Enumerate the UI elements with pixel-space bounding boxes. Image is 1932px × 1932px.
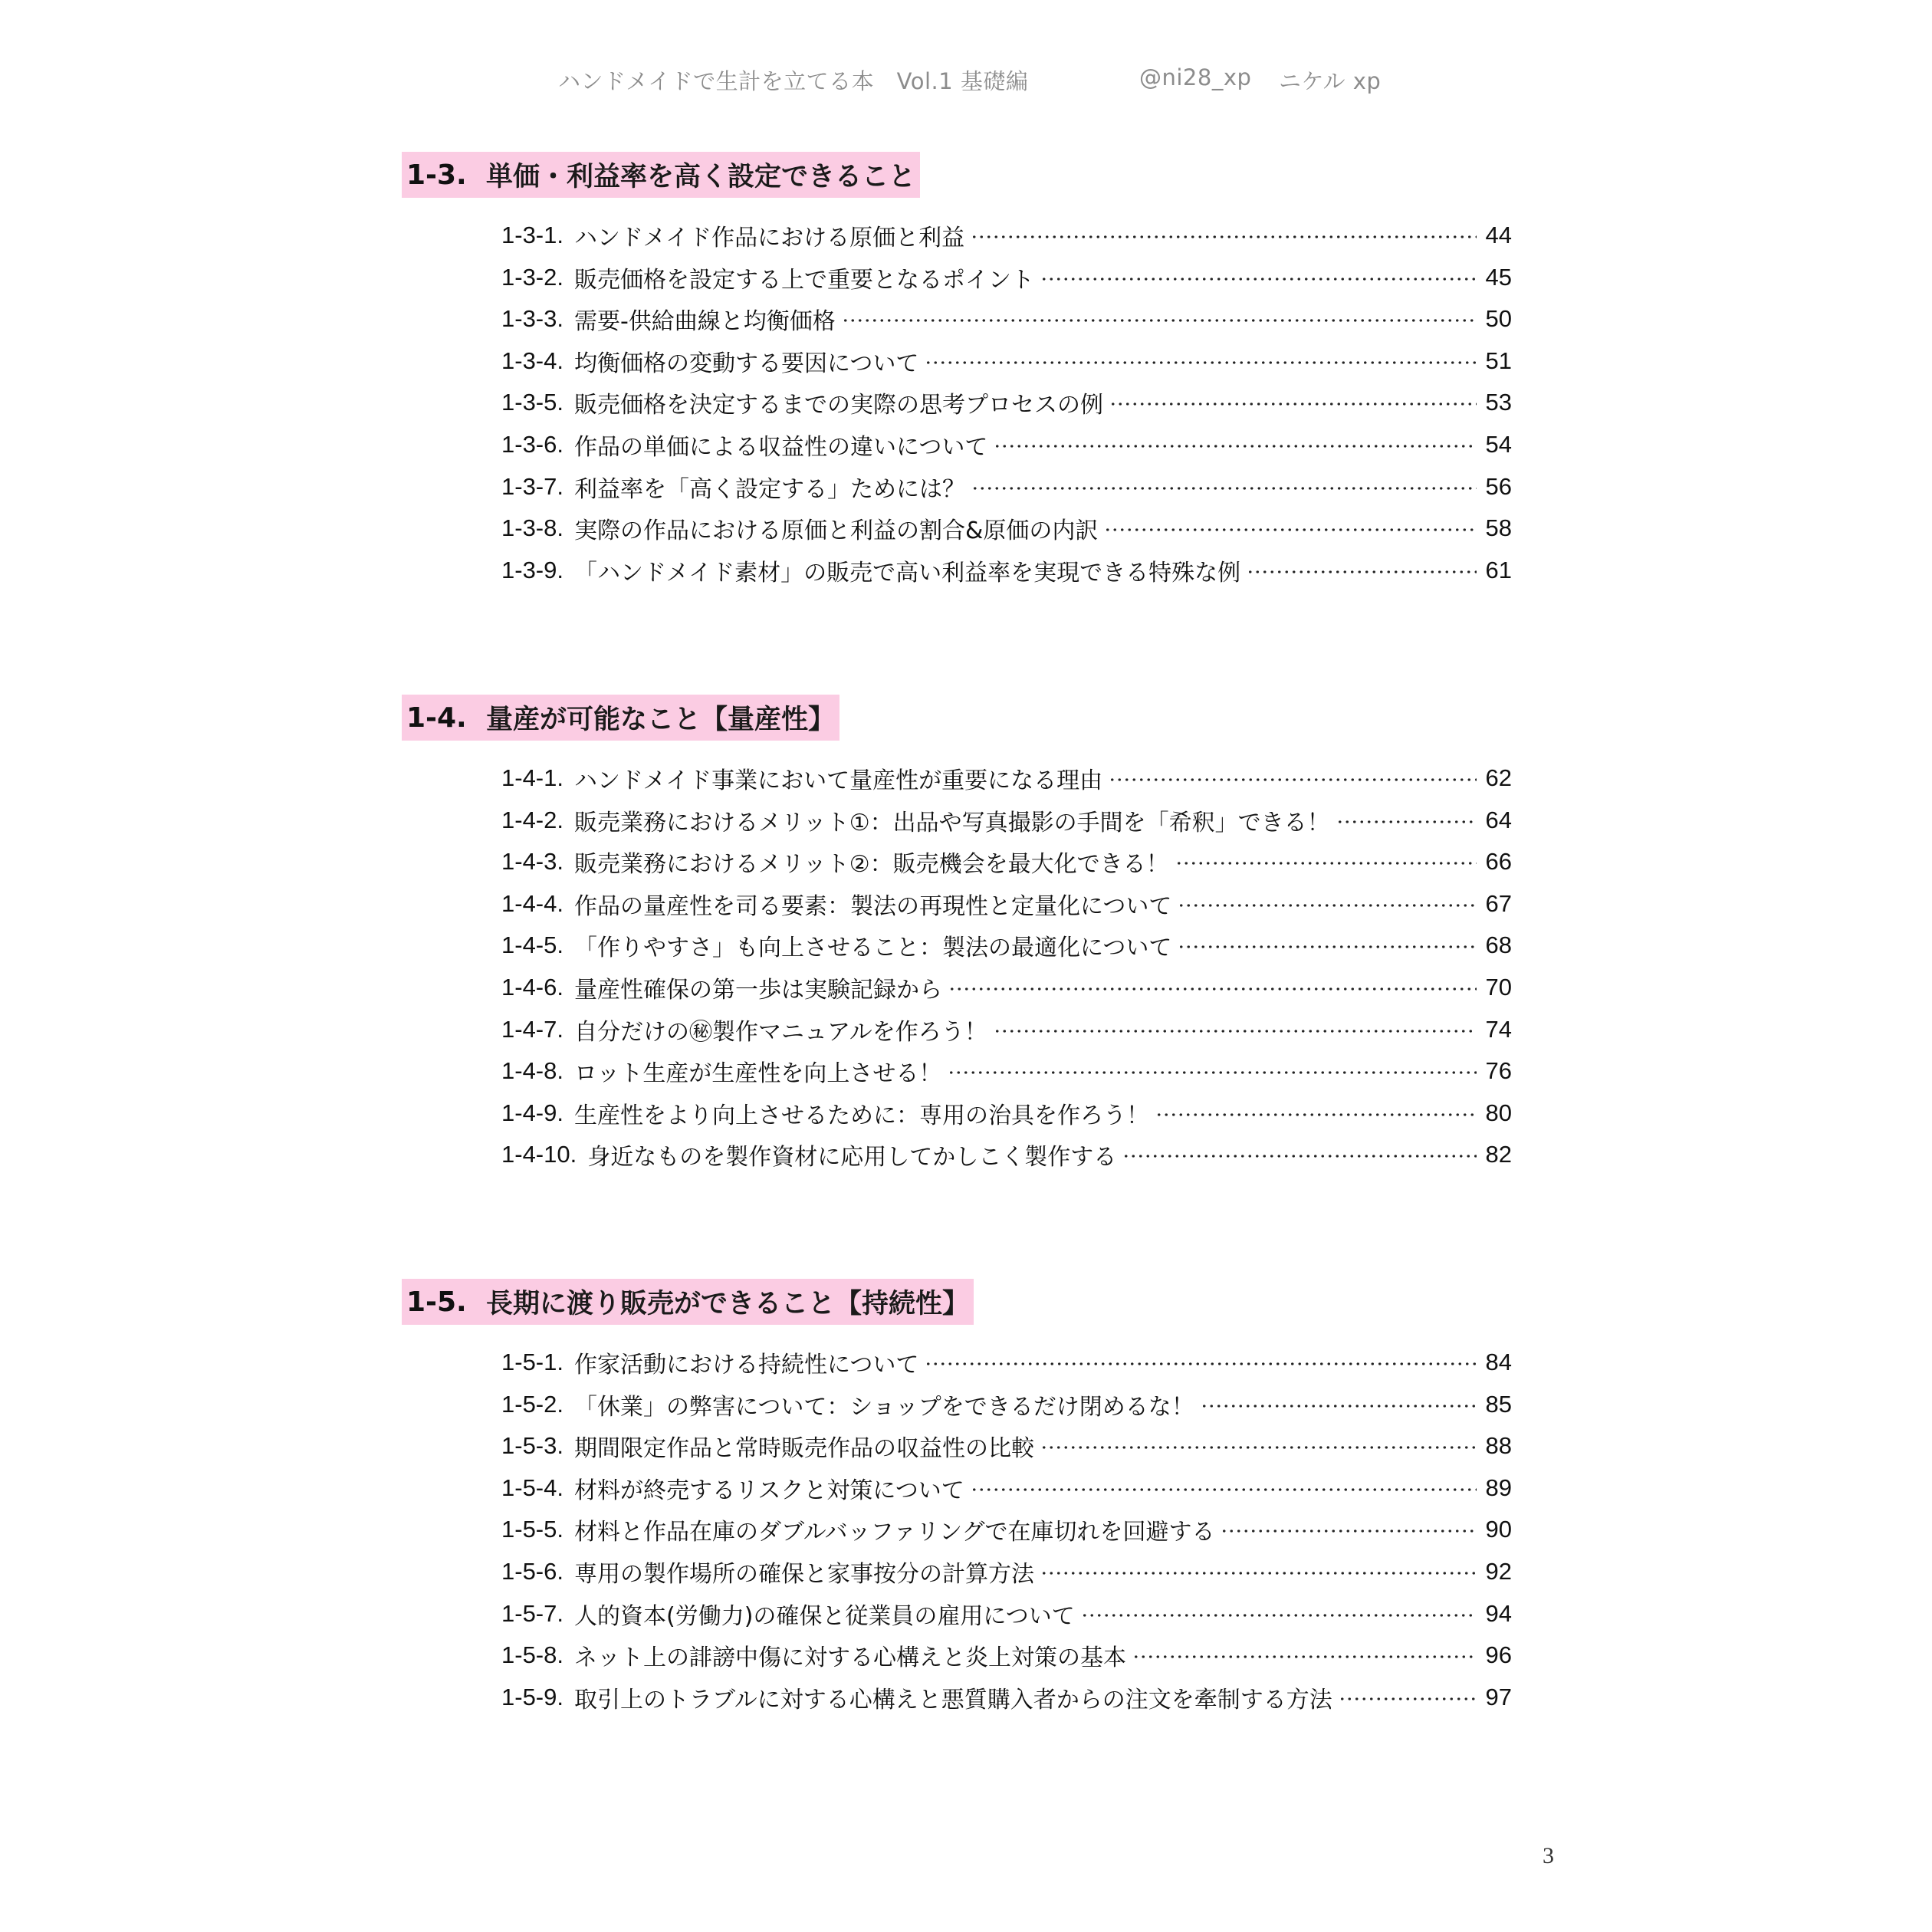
- entry-page: 84: [1485, 1349, 1512, 1375]
- entry-page: 68: [1485, 932, 1512, 959]
- entry-page: 51: [1485, 347, 1512, 374]
- section-heading: [402, 152, 920, 198]
- entry-number: 1-5-6.: [501, 1558, 564, 1585]
- dot-leader: [994, 1030, 1477, 1033]
- toc-entry[interactable]: [501, 298, 1512, 340]
- dot-leader: [1132, 1655, 1477, 1658]
- toc-entry[interactable]: [501, 1635, 1512, 1676]
- entry-number: 1-5-4.: [501, 1474, 564, 1501]
- entry-title: 人的資本(労働力)の確保と従業員の雇用について: [573, 1602, 1075, 1630]
- section-title: 長期に渡り販売ができること【持続性】: [486, 1289, 970, 1319]
- running-header: [0, 64, 1932, 103]
- entry-number: 1-4-6.: [501, 974, 564, 1001]
- toc-entry[interactable]: [501, 466, 1512, 508]
- dot-leader: [1221, 1530, 1477, 1533]
- toc-entry[interactable]: [501, 340, 1512, 382]
- section-number: 1-4.: [406, 702, 467, 734]
- entry-number: 1-3-6.: [501, 431, 564, 458]
- entry-number: 1-3-5.: [501, 389, 564, 416]
- dot-leader: [1336, 820, 1477, 823]
- entry-title: ネット上の誹謗中傷に対する心構えと炎上対策の基本: [573, 1644, 1126, 1672]
- entry-number: 1-3-8.: [501, 514, 564, 542]
- dot-leader: [1104, 528, 1477, 531]
- toc-entry[interactable]: [501, 1467, 1512, 1509]
- entry-page: 88: [1485, 1432, 1512, 1460]
- entry-title: 実際の作品における原価と利益の割合&原価の内訳: [573, 518, 1099, 545]
- entry-page: 61: [1485, 556, 1512, 583]
- section-heading: [402, 1279, 974, 1325]
- entry-page: 70: [1485, 974, 1512, 1001]
- entry-page: 53: [1485, 389, 1512, 416]
- toc-entry[interactable]: [501, 550, 1512, 591]
- section-title: 量産が可能なこと【量産性】: [486, 705, 836, 735]
- entry-number: 1-4-9.: [501, 1099, 564, 1126]
- entry-page: 50: [1485, 305, 1512, 333]
- entry-page: 96: [1485, 1641, 1512, 1669]
- toc-entry[interactable]: [501, 1342, 1512, 1383]
- entry-number: 1-3-7.: [501, 472, 564, 500]
- entry-page: 64: [1485, 806, 1512, 833]
- entry-number: 1-5-8.: [501, 1641, 564, 1669]
- dot-leader: [948, 987, 1477, 991]
- entry-title: 販売価格を決定するまでの実際の思考プロセスの例: [573, 392, 1103, 419]
- entry-title: 専用の製作場所の確保と家事按分の計算方法: [573, 1561, 1034, 1588]
- dot-leader: [1155, 1113, 1477, 1116]
- dot-leader: [971, 487, 1477, 490]
- entry-number: 1-4-5.: [501, 932, 564, 959]
- entry-title: 「作りやすさ」も向上させること：製法の最適化について: [573, 935, 1172, 962]
- entry-title: 量産性確保の第一歩は実験記録から: [573, 977, 942, 1004]
- entry-number: 1-4-7.: [501, 1015, 564, 1043]
- entry-title: 自分だけの㊙製作マニュアルを作ろう！: [573, 1018, 987, 1046]
- entry-page: 66: [1485, 848, 1512, 876]
- dot-leader: [994, 445, 1477, 448]
- entry-number: 1-3-1.: [501, 222, 564, 248]
- toc-entry[interactable]: [501, 967, 1512, 1008]
- toc-entry[interactable]: [501, 1009, 1512, 1050]
- entry-page: 74: [1485, 1015, 1512, 1043]
- entry-page: 82: [1485, 1141, 1512, 1168]
- dot-leader: [1081, 1614, 1477, 1617]
- toc-entry[interactable]: [501, 215, 1512, 256]
- entry-number: 1-4-3.: [501, 848, 564, 876]
- toc-entry[interactable]: [501, 925, 1512, 966]
- toc-entry[interactable]: [501, 424, 1512, 465]
- toc-entry[interactable]: [501, 1509, 1512, 1550]
- entry-title: ロット生産が生産性を向上させる！: [573, 1060, 942, 1088]
- toc-entry[interactable]: [501, 382, 1512, 423]
- entry-page: 67: [1485, 889, 1512, 917]
- entry-page: 45: [1485, 263, 1512, 291]
- dot-leader: [1040, 1446, 1477, 1449]
- dot-leader: [1122, 1155, 1477, 1158]
- entry-number: 1-4-1.: [501, 764, 564, 791]
- entry-number: 1-5-5.: [501, 1516, 564, 1543]
- entry-page: 44: [1485, 222, 1512, 248]
- entry-number: 1-4-8.: [501, 1057, 564, 1085]
- author-name: ニケル xp: [1279, 68, 1382, 94]
- entry-number: 1-5-9.: [501, 1683, 564, 1710]
- dot-leader: [925, 361, 1477, 364]
- dot-leader: [1109, 778, 1477, 781]
- entry-title: 均衡価格の変動する要因について: [573, 350, 919, 377]
- toc-entry[interactable]: [501, 1134, 1512, 1175]
- entry-page: 90: [1485, 1516, 1512, 1543]
- dot-leader: [1109, 402, 1477, 406]
- entry-title: 需要-供給曲線と均衡価格: [573, 308, 836, 336]
- entry-page: 92: [1485, 1558, 1512, 1585]
- entry-title: 販売業務におけるメリット②：販売機会を最大化できる！: [573, 851, 1169, 879]
- toc-entry[interactable]: [501, 1551, 1512, 1592]
- entry-title: 「ハンドメイド素材」の販売で高い利益率を実現できる特殊な例: [573, 559, 1241, 586]
- section-heading: [402, 695, 840, 741]
- dot-leader: [948, 1071, 1477, 1074]
- entry-title: 作品の量産性を司る要素：製法の再現性と定量化について: [573, 892, 1172, 920]
- entry-number: 1-3-2.: [501, 263, 564, 291]
- entry-number: 1-3-3.: [501, 305, 564, 333]
- book-title: ハンドメイドで生計を立てる本 Vol.1 基礎編: [558, 68, 1029, 94]
- entry-page: 80: [1485, 1099, 1512, 1126]
- entry-page: 97: [1485, 1683, 1512, 1710]
- entry-number: 1-5-1.: [501, 1349, 564, 1375]
- dot-leader: [1178, 904, 1477, 907]
- toc-entry[interactable]: [501, 1425, 1512, 1467]
- toc-entry[interactable]: [501, 1593, 1512, 1635]
- entry-number: 1-4-10.: [501, 1141, 577, 1168]
- section-title: 単価・利益率を高く設定できること: [486, 162, 916, 192]
- entry-page: 89: [1485, 1474, 1512, 1501]
- entry-title: 販売価格を設定する上で重要となるポイント: [573, 266, 1034, 294]
- toc-entry[interactable]: [501, 841, 1512, 882]
- entry-title: 期間限定作品と常時販売作品の収益性の比較: [573, 1435, 1034, 1463]
- entry-number: 1-5-7.: [501, 1599, 564, 1627]
- entry-number: 1-3-9.: [501, 556, 564, 583]
- toc-entry[interactable]: [501, 757, 1512, 799]
- entry-title: 販売業務におけるメリット①：出品や写真撮影の手間を「希釈」できる！: [573, 809, 1330, 836]
- entry-title: 作家活動における持続性について: [573, 1352, 919, 1378]
- dot-leader: [1339, 1697, 1477, 1700]
- entry-number: 1-5-3.: [501, 1432, 564, 1460]
- toc-entry[interactable]: [501, 800, 1512, 841]
- entry-title: 利益率を「高く設定する」ためには？: [573, 475, 965, 503]
- dot-leader: [1040, 278, 1477, 281]
- entry-page: 58: [1485, 514, 1512, 542]
- entry-title: 生産性をより向上させるために：専用の治具を作ろう！: [573, 1102, 1149, 1129]
- toc-entry[interactable]: [501, 1050, 1512, 1092]
- dot-leader: [971, 1488, 1477, 1491]
- entry-page: 62: [1485, 764, 1512, 791]
- entry-title: 材料が終売するリスクと対策について: [573, 1477, 964, 1504]
- toc-entry[interactable]: [501, 1384, 1512, 1425]
- dot-leader: [925, 1362, 1477, 1365]
- section-number: 1-5.: [406, 1286, 467, 1318]
- entry-title: ハンドメイド事業において量産性が重要になる理由: [573, 767, 1103, 794]
- toc-entry[interactable]: [501, 883, 1512, 925]
- dot-leader: [1247, 570, 1477, 573]
- entry-number: 1-3-4.: [501, 347, 564, 374]
- dot-leader: [1175, 862, 1477, 865]
- entry-title: 身近なものを製作資材に応用してかしこく製作する: [587, 1144, 1117, 1171]
- entry-title: 作品の単価による収益性の違いについて: [573, 434, 988, 461]
- toc-entry[interactable]: [501, 1092, 1512, 1134]
- dot-leader: [1178, 945, 1477, 948]
- entry-page: 76: [1485, 1057, 1512, 1085]
- entry-number: 1-4-4.: [501, 889, 564, 917]
- dot-leader: [1040, 1572, 1477, 1575]
- entry-title: 取引上のトラブルに対する心構えと悪質購入者からの注文を牽制する方法: [573, 1686, 1332, 1714]
- entry-number: 1-4-2.: [501, 806, 564, 833]
- entry-title: 「休業」の弊害について：ショップをできるだけ閉めるな！: [573, 1393, 1194, 1421]
- entry-page: 85: [1485, 1390, 1512, 1418]
- entry-page: 94: [1485, 1599, 1512, 1627]
- dot-leader: [1201, 1405, 1477, 1408]
- toc-entry[interactable]: [501, 508, 1512, 549]
- toc-entry[interactable]: [501, 257, 1512, 298]
- dot-leader: [971, 235, 1477, 238]
- page-number: 3: [1543, 1843, 1554, 1868]
- toc-entry[interactable]: [501, 1677, 1512, 1718]
- entry-page: 54: [1485, 431, 1512, 458]
- entry-title: ハンドメイド作品における原価と利益: [573, 225, 965, 251]
- dot-leader: [842, 319, 1477, 322]
- section-number: 1-3.: [406, 159, 467, 191]
- entry-title: 材料と作品在庫のダブルバッファリングで在庫切れを回避する: [573, 1519, 1215, 1546]
- entry-page: 56: [1485, 472, 1512, 500]
- author-handle: @ni28_xp: [1139, 64, 1252, 90]
- entry-number: 1-5-2.: [501, 1390, 564, 1418]
